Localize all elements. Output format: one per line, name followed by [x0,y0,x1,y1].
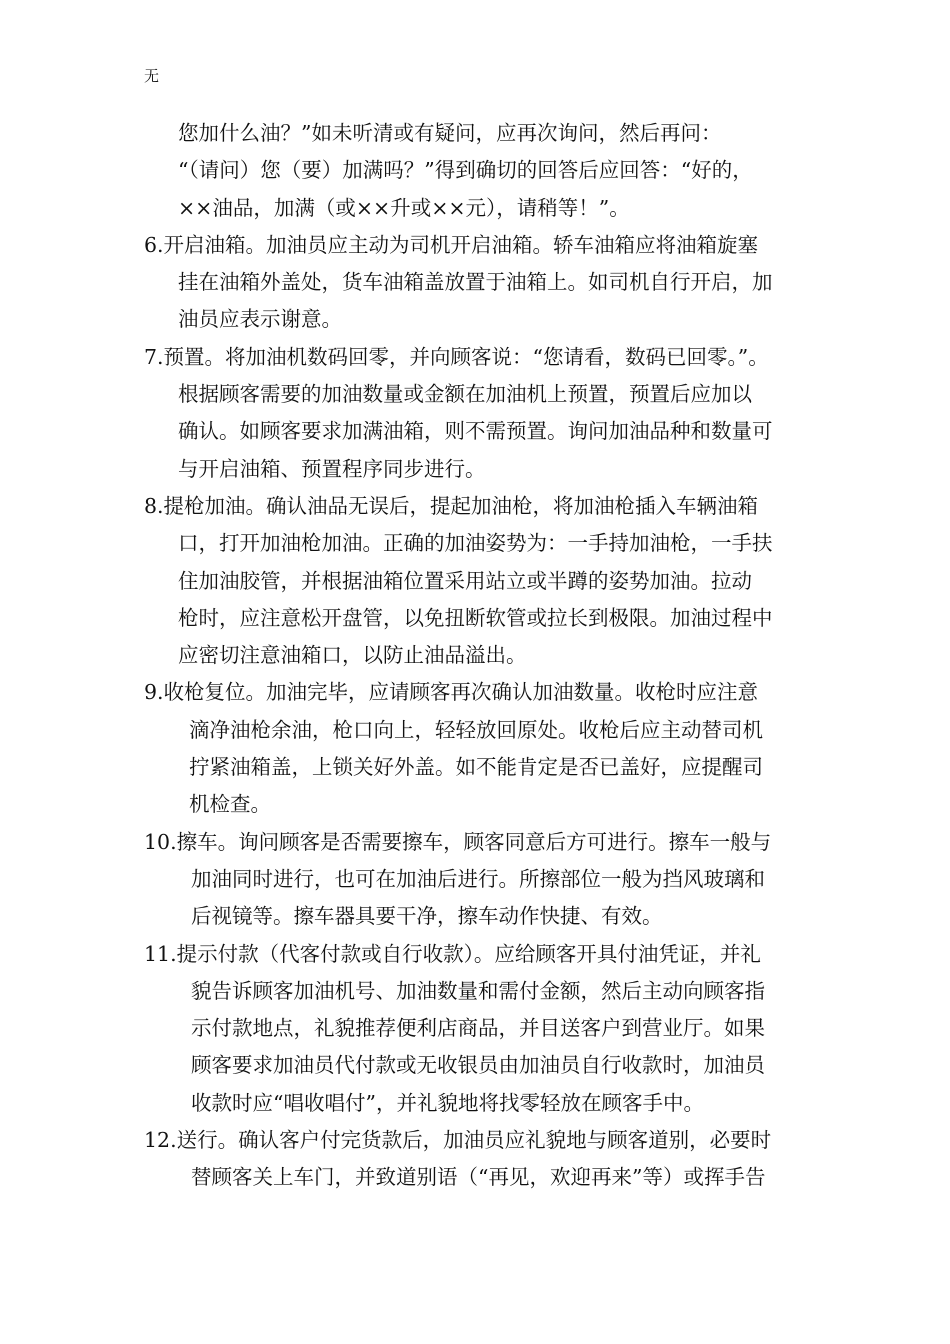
paragraph-line: 口，打开加油枪加油。正确的加油姿势为：一手持加油枪，一手扶 [178,531,773,556]
paragraph-line: 机检查。 [189,792,271,817]
paragraph-line: 12.送行。确认客户付完货款后，加油员应礼貌地与顾客道别，必要时 [144,1128,772,1153]
paragraph [144,936,814,1122]
paragraph-line: “（请问）您（要）加满吗？”得到确切的回答后应回答：“好的， [178,158,753,183]
paragraph-line: 11.提示付款（代客付款或自行收款）。应给顾客开具付油凭证，并礼 [144,941,761,966]
paragraph-line: 7.预置。将加油机数码回零，并向顾客说：“您请看，数码已回零。”。 [144,344,769,369]
paragraph-line: 根据顾客需要的加油数量或金额在加油机上预置，预置后应加以 [178,382,752,407]
paragraph [144,674,814,823]
paragraph-line: 10.擦车。询问顾客是否需要擦车，顾客同意后方可进行。擦车一般与 [144,829,772,854]
paragraph-line: 后视镜等。擦车器具要干净，擦车动作快捷、有效。 [191,904,663,929]
paragraph [144,1122,814,1197]
paragraph-line: 与开启油箱、预置程序同步进行。 [178,456,486,481]
paragraph-line: 挂在油箱外盖处，货车油箱盖放置于油箱上。如司机自行开启，加 [178,270,773,295]
paragraph [144,115,814,227]
paragraph-line: 示付款地点，礼貌推荐便利店商品，并目送客户到营业厅。如果 [191,1016,765,1041]
paragraph [144,339,814,488]
paragraph-line: 您加什么油？”如未听清或有疑问，应再次询问，然后再问： [178,121,722,145]
paragraph-line: 替顾客关上车门，并致道别语（“再见，欢迎再来”等）或挥手告 [191,1165,766,1190]
paragraph [144,824,814,936]
page-header: 无 [144,67,160,85]
paragraph-line: 应密切注意油箱口，以防止油品溢出。 [178,643,527,668]
document-body [144,115,814,1197]
paragraph-line: 加油同时进行，也可在加油后进行。所擦部位一般为挡风玻璃和 [191,866,765,891]
paragraph-line: 6.开启油箱。加油员应主动为司机开启油箱。轿车油箱应将油箱旋塞 [144,232,759,257]
paragraph-line: 9.收枪复位。加油完毕，应请顾客再次确认加油数量。收枪时应注意 [144,680,759,705]
paragraph [144,227,814,339]
paragraph-line: 滴净油枪余油，枪口向上，轻轻放回原处。收枪后应主动替司机 [189,717,763,742]
paragraph-line: 枪时，应注意松开盘管，以免扭断软管或拉长到极限。加油过程中 [178,605,773,630]
paragraph-line: 顾客要求加油员代付款或无收银员由加油员自行收款时，加油员 [191,1053,765,1078]
paragraph-line: 拧紧油箱盖，上锁关好外盖。如不能肯定是否已盖好，应提醒司 [189,755,763,780]
paragraph-line: 收款时应“唱收唱付”，并礼貌地将找零轻放在顾客手中。 [191,1090,704,1115]
paragraph-line: 8.提枪加油。确认油品无误后，提起加油枪，将加油枪插入车辆油箱 [144,493,759,518]
paragraph-line: 貌告诉顾客加油机号、加油数量和需付金额，然后主动向顾客指 [191,978,765,1003]
paragraph-line: 确认。如顾客要求加满油箱，则不需预置。询问加油品种和数量可 [178,419,773,444]
paragraph [144,488,814,674]
paragraph-line: ××油品，加满（或××升或××元），请稍等！”。 [178,195,630,220]
paragraph-line: 油员应表示谢意。 [178,307,342,332]
paragraph-line: 住加油胶管，并根据油箱位置采用站立或半蹲的姿势加油。拉动 [178,568,752,593]
